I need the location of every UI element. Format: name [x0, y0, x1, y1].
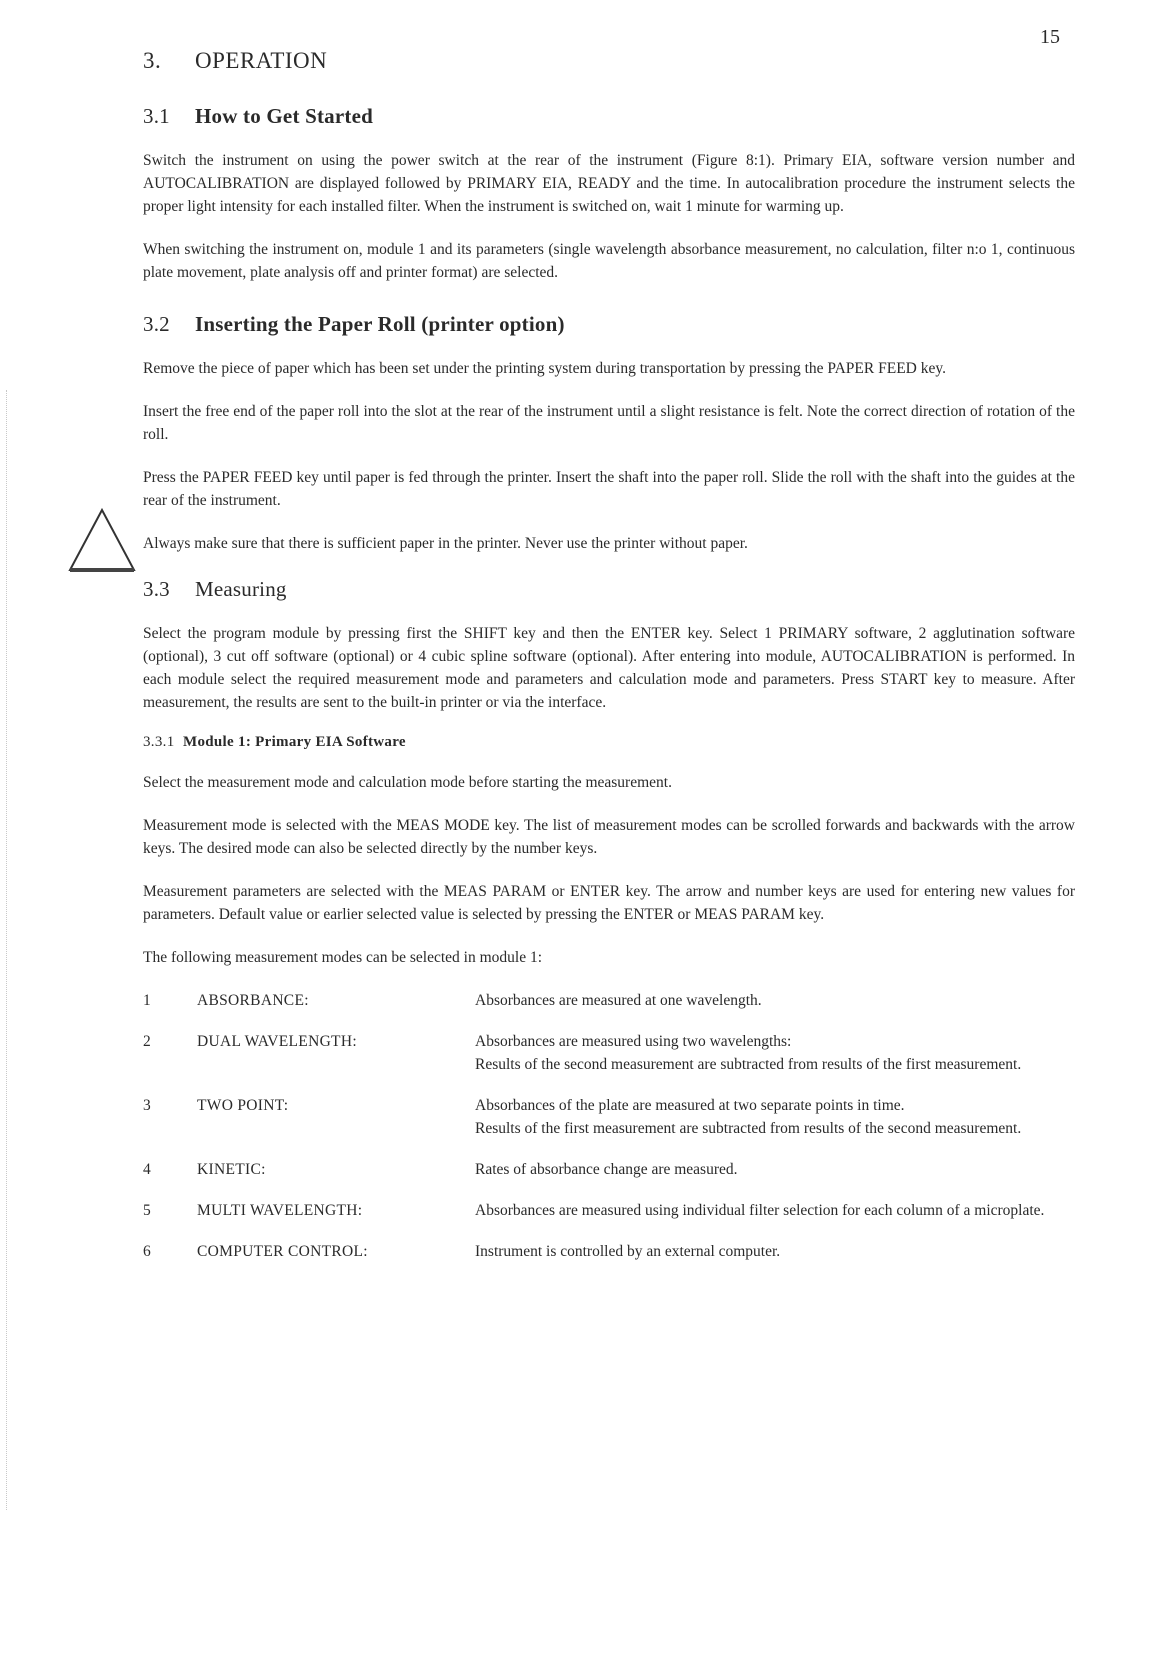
section-number: 3.2	[143, 312, 170, 336]
mode-description	[475, 1158, 1075, 1181]
page-number: 15	[1040, 26, 1060, 48]
mode-row	[143, 989, 1075, 1012]
mode-name: KINETIC:	[197, 1161, 266, 1178]
mode-description-line: Results of the first measurement are subtracted from results of the second measurement.	[475, 1120, 1022, 1137]
mode-row	[143, 1240, 1075, 1263]
section-title: Inserting the Paper Roll (printer option)	[195, 312, 565, 336]
paragraph: The following measurement modes can be selected in module 1:	[143, 949, 543, 966]
mode-description	[475, 989, 1075, 1012]
paragraph: Select the program module by pressing first the SHIFT key and then the ENTER key. Select 1 PRIMARY software, 2 agglutination software (optional), 3 cut off software (optional) or 4 cubic spline software (optional). After entering into module, AUTOCALIBRATION is performed. In each module select the required measurement mode and parameters and calculation mode and parameters. Press START key to measure. After measurement, the results are sent to the built-in printer or via the interface.	[143, 625, 1075, 711]
section-title: Measuring	[195, 577, 287, 601]
measurement-mode-list	[143, 989, 1075, 1263]
mode-number: 2	[143, 1033, 151, 1050]
section-3-3-heading	[143, 577, 1075, 602]
warning-text: Always make sure that there is sufficient paper in the printer. Never use the printer without paper.	[143, 535, 748, 552]
mode-row	[143, 1030, 1075, 1076]
section-3-2-heading	[143, 312, 1075, 337]
paragraph: Insert the free end of the paper roll into the slot at the rear of the instrument until a slight resistance is felt. Note the correct direction of rotation of the roll.	[143, 403, 1075, 443]
chapter-number: 3.	[143, 48, 162, 73]
scan-binding-marks	[6, 390, 9, 1510]
mode-description	[475, 1030, 1075, 1076]
mode-description-line: Absorbances are measured using individual filter selection for each column of a microplate.	[475, 1202, 1045, 1219]
mode-name: MULTI WAVELENGTH:	[197, 1202, 363, 1219]
mode-description-line: Absorbances of the plate are measured at two separate points in time.	[475, 1097, 905, 1114]
paragraph: Remove the piece of paper which has been set under the printing system during transportation by pressing the PAPER FEED key.	[143, 360, 946, 377]
paragraph: Measurement mode is selected with the MEAS MODE key. The list of measurement modes can be scrolled forwards and backwards with the arrow keys. The desired mode can also be selected directly by the number keys.	[143, 817, 1075, 857]
mode-number: 5	[143, 1202, 151, 1219]
page-content	[143, 104, 1075, 1281]
mode-description-line: Absorbances are measured at one wavelength.	[475, 992, 762, 1009]
subsection-number: 3.3.1	[143, 734, 175, 750]
section-number: 3.3	[143, 577, 170, 601]
mode-row	[143, 1158, 1075, 1181]
mode-description-line: Instrument is controlled by an external computer.	[475, 1243, 781, 1260]
mode-description-line: Rates of absorbance change are measured.	[475, 1161, 738, 1178]
chapter-title-text: OPERATION	[195, 48, 328, 73]
mode-description	[475, 1240, 1075, 1263]
subsection-title: Module 1: Primary EIA Software	[183, 734, 406, 750]
subsection-3-3-1-heading	[143, 734, 1075, 751]
mode-row	[143, 1199, 1075, 1222]
mode-description-line: Absorbances are measured using two wavelengths:	[475, 1033, 792, 1050]
mode-name: ABSORBANCE:	[197, 992, 309, 1009]
mode-number: 1	[143, 992, 151, 1009]
section-number: 3.1	[143, 104, 170, 128]
paragraph: Measurement parameters are selected with the MEAS PARAM or ENTER key. The arrow and number keys are used for entering new values for parameters. Default value or earlier selected value is selected by pressing the ENTER or MEAS PARAM key.	[143, 883, 1075, 923]
mode-name: TWO POINT:	[197, 1097, 289, 1114]
mode-description	[475, 1094, 1075, 1140]
chapter-title	[143, 48, 327, 74]
mode-number: 4	[143, 1161, 151, 1178]
warning-note	[143, 532, 1075, 555]
mode-name: DUAL WAVELENGTH:	[197, 1033, 357, 1050]
paragraph: When switching the instrument on, module 1 and its parameters (single wavelength absorbance measurement, no calculation, filter n:o 1, continuous plate movement, plate analysis off and printer format) are selected.	[143, 241, 1075, 281]
paragraph: Select the measurement mode and calculation mode before starting the measurement.	[143, 774, 672, 791]
section-3-1-heading	[143, 104, 1075, 129]
mode-number: 3	[143, 1097, 151, 1114]
mode-number: 6	[143, 1243, 151, 1260]
warning-triangle-icon	[66, 506, 138, 574]
mode-description	[475, 1199, 1075, 1222]
paragraph: Press the PAPER FEED key until paper is fed through the printer. Insert the shaft into the paper roll. Slide the roll with the shaft into the guides at the rear of the instrument.	[143, 469, 1075, 509]
mode-name: COMPUTER CONTROL:	[197, 1243, 368, 1260]
mode-description-line: Results of the second measurement are subtracted from results of the first measurement.	[475, 1056, 1022, 1073]
section-title: How to Get Started	[195, 104, 373, 128]
mode-row	[143, 1094, 1075, 1140]
paragraph: Switch the instrument on using the power switch at the rear of the instrument (Figure 8:1). Primary EIA, software version number and AUTOCALIBRATION are displayed followed by PRIMARY EIA, READY and the time. In autocalibration procedure the instrument selects the proper light intensity for each installed filter. When the instrument is switched on, wait 1 minute for warming up.	[143, 152, 1075, 215]
